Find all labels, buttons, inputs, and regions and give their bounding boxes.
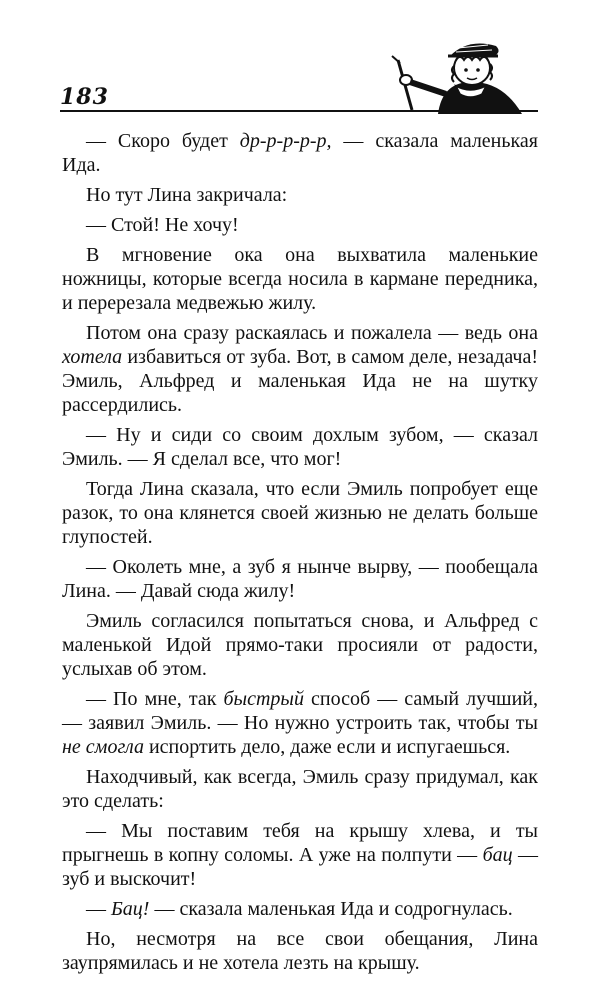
page-number: 183	[60, 84, 109, 110]
boy-with-cap-illustration	[376, 36, 538, 114]
paragraph-14: Но, несмотря на все свои обещания, Лина заупрямилась и не хотела лезть на крышу.	[62, 928, 538, 974]
paragraph-3: — Стой! Не хочу!	[86, 214, 239, 236]
paragraph-12: — Мы поставим тебя на крышу хлева, и ты прыгнешь в копну соломы. А уже на полпути — бац — зуб и выскочит!	[62, 820, 539, 890]
paragraph-1: — Скоро будет др-р-р-р-р, — сказала маленькая Ида.	[62, 130, 538, 176]
paragraph-8: — Околеть мне, а зуб я нынче вырву, — пообещала Лина. — Давай сюда жилу!	[62, 556, 538, 602]
paragraph-11: Находчивый, как всегда, Эмиль сразу придумал, как это сделать:	[62, 766, 538, 812]
paragraph-10: — По мне, так быстрый способ — самый лучший, — заявил Эмиль. — Но нужно устроить так, чтобы ты не смогла испортить дело, даже если и испугаешься.	[62, 688, 538, 758]
text-body	[62, 129, 538, 981]
paragraph-2: Но тут Лина закричала:	[86, 184, 288, 206]
paragraph-9: Эмиль согласился попытаться снова, и Альфред с маленькой Идой прямо-таки просияли от радости, услыхав об этом.	[62, 610, 538, 680]
paragraph-6: — Ну и сиди со своим дохлым зубом, — сказал Эмиль. — Я сделал все, что мог!	[62, 424, 538, 470]
paragraph-13: — Бац! — сказала маленькая Ида и содрогнулась.	[86, 898, 513, 920]
paragraph-7: Тогда Лина сказала, что если Эмиль попробует еще разок, то она клянется своей жизнью не делать больше глупостей.	[62, 478, 538, 548]
paragraph-4: В мгновение ока она выхватила маленькие ножницы, которые всегда носила в кармане передника, и перерезала медвежью жилу.	[62, 244, 538, 314]
paragraph-5: Потом она сразу раскаялась и пожалела — ведь она хотела избавиться от зуба. Вот, в самом деле, незадача! Эмиль, Альфред и маленькая Ида не на шутку рассердились.	[62, 322, 538, 416]
